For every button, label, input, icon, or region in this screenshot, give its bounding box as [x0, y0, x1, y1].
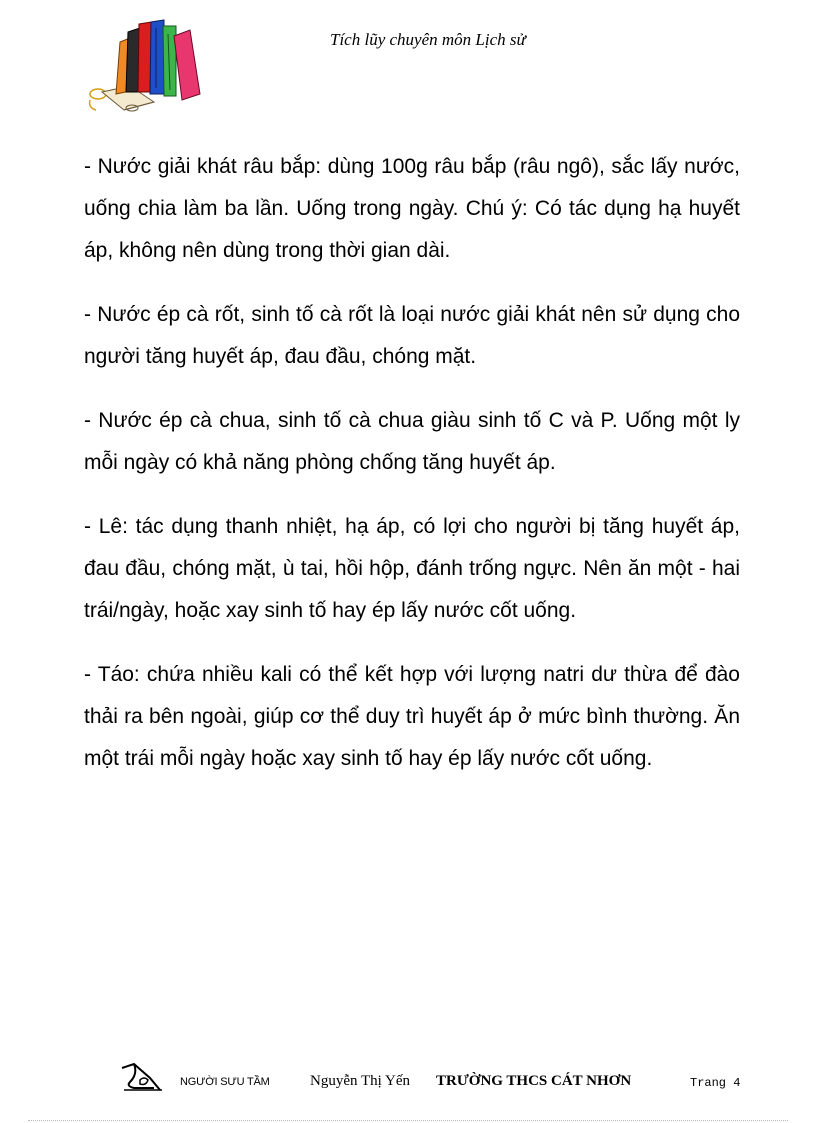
paragraph-pear: - Lê: tác dụng thanh nhiệt, hạ áp, có lợi cho người bị tăng huyết áp, đau đầu, chóng mặt, ù tai, hồi hộp, đánh trống ngực. Nên ăn một - hai trái/ngày, hoặc xay sinh tố hay ép lấy nước cốt uống. [84, 515, 740, 622]
books-icon [84, 14, 208, 114]
footer-collector-label: NGƯỜI SƯU TẦM [180, 1076, 270, 1088]
footer-page-number: Trang 4 [690, 1076, 741, 1090]
footer-author: Nguyễn Thị Yến [310, 1073, 410, 1089]
document-body [84, 146, 740, 802]
paragraph-tomato: - Nước ép cà chua, sinh tố cà chua giàu sinh tố C và P. Uống một ly mỗi ngày có khả năng phòng chống tăng huyết áp. [84, 409, 740, 474]
page-header-title: Tích lũy chuyên môn Lịch sử [330, 30, 526, 49]
paragraph-carrot: - Nước ép cà rốt, sinh tố cà rốt là loại nước giải khát nên sử dụng cho người tăng huyết áp, đau đầu, chóng mặt. [84, 303, 740, 368]
footer-school: TRƯỜNG THCS CÁT NHƠN [436, 1073, 632, 1089]
paragraph-apple: - Táo: chứa nhiều kali có thể kết hợp với lượng natri dư thừa để đào thải ra bên ngoài, giúp cơ thể duy trì huyết áp ở mức bình thường. Ăn một trái mỗi ngày hoặc xay sinh tố hay ép lấy nước cốt uống. [84, 663, 740, 770]
page-footer [0, 1060, 816, 1100]
bottom-divider [28, 1120, 788, 1121]
writing-hand-icon [120, 1060, 164, 1094]
paragraph-corn-silk: - Nước giải khát râu bắp: dùng 100g râu bắp (râu ngô), sắc lấy nước, uống chia làm ba lần. Uống trong ngày. Chú ý: Có tác dụng hạ huyết áp, không nên dùng trong thời gian dài. [84, 155, 740, 262]
